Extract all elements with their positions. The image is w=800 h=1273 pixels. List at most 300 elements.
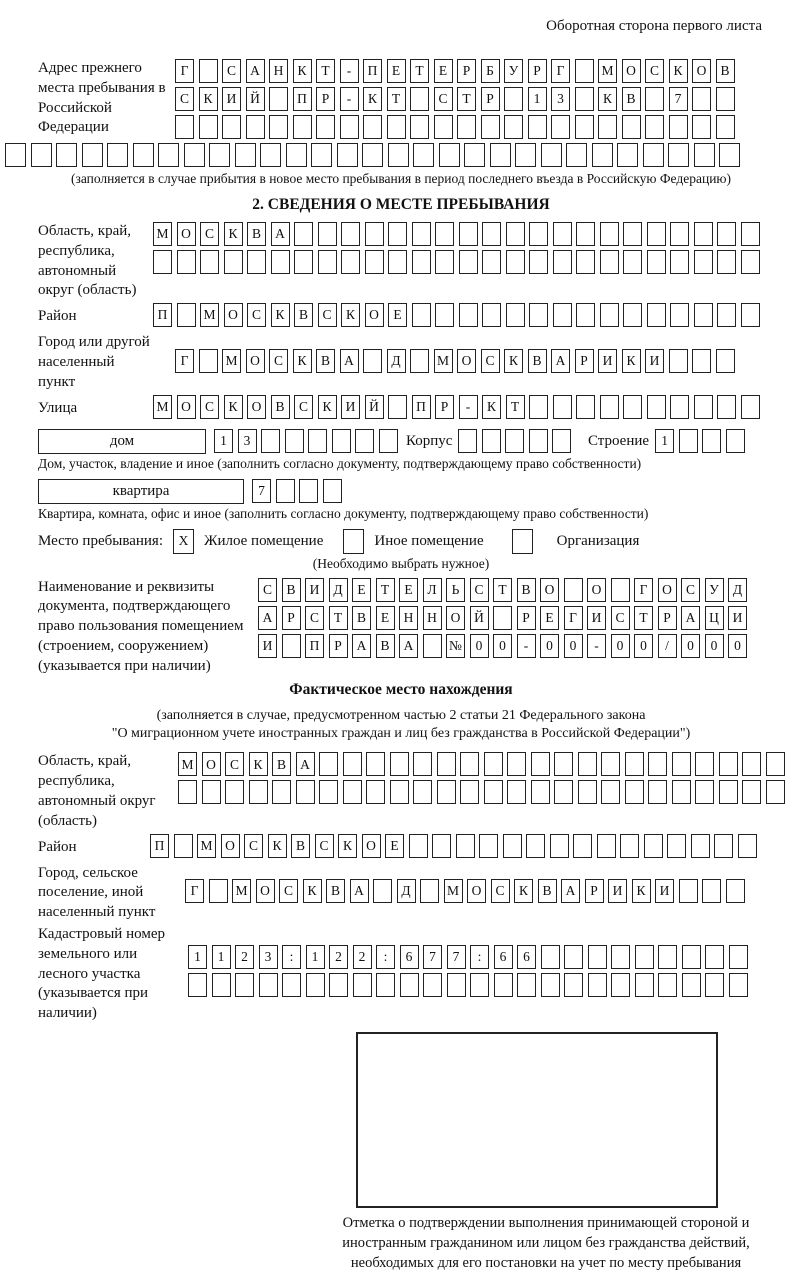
- char-cell[interactable]: [296, 780, 315, 804]
- char-cell[interactable]: [668, 143, 689, 167]
- char-cell[interactable]: М: [222, 349, 241, 373]
- char-cell[interactable]: [388, 222, 407, 246]
- char-cell[interactable]: [702, 879, 721, 903]
- char-cell[interactable]: [224, 250, 243, 274]
- char-cell[interactable]: [529, 429, 548, 453]
- char-cell[interactable]: [199, 349, 218, 373]
- char-cell[interactable]: П: [293, 87, 312, 111]
- char-cell[interactable]: С: [200, 395, 219, 419]
- char-cell[interactable]: [695, 752, 714, 776]
- city-row[interactable]: [175, 349, 739, 373]
- char-cell[interactable]: [366, 752, 385, 776]
- char-cell[interactable]: [447, 973, 466, 997]
- char-cell[interactable]: С: [200, 222, 219, 246]
- char-cell[interactable]: 1: [655, 429, 674, 453]
- char-cell[interactable]: С: [269, 349, 288, 373]
- char-cell[interactable]: [647, 250, 666, 274]
- char-cell[interactable]: 1: [188, 945, 207, 969]
- char-cell[interactable]: К: [504, 349, 523, 373]
- char-cell[interactable]: О: [224, 303, 243, 327]
- char-cell[interactable]: А: [551, 349, 570, 373]
- char-cell[interactable]: В: [716, 59, 735, 83]
- char-cell[interactable]: М: [153, 395, 172, 419]
- char-cell[interactable]: [741, 222, 760, 246]
- char-cell[interactable]: [705, 973, 724, 997]
- char-cell[interactable]: [741, 395, 760, 419]
- char-cell[interactable]: [340, 115, 359, 139]
- char-cell[interactable]: 1: [528, 87, 547, 111]
- char-cell[interactable]: [481, 115, 500, 139]
- char-cell[interactable]: [741, 250, 760, 274]
- char-cell[interactable]: [623, 250, 642, 274]
- char-cell[interactable]: В: [272, 752, 291, 776]
- char-cell[interactable]: [235, 973, 254, 997]
- char-cell[interactable]: [692, 115, 711, 139]
- char-cell[interactable]: П: [305, 634, 324, 658]
- char-cell[interactable]: С: [434, 87, 453, 111]
- char-cell[interactable]: [679, 879, 698, 903]
- char-cell[interactable]: [623, 222, 642, 246]
- char-cell[interactable]: К: [199, 87, 218, 111]
- char-cell[interactable]: М: [598, 59, 617, 83]
- char-cell[interactable]: [174, 834, 193, 858]
- char-cell[interactable]: [153, 250, 172, 274]
- char-cell[interactable]: Р: [435, 395, 454, 419]
- char-cell[interactable]: [667, 834, 686, 858]
- organization-checkbox[interactable]: [512, 529, 533, 554]
- char-cell[interactable]: [623, 303, 642, 327]
- char-cell[interactable]: [600, 250, 619, 274]
- char-cell[interactable]: [645, 115, 664, 139]
- char-cell[interactable]: [503, 834, 522, 858]
- char-cell[interactable]: [410, 87, 429, 111]
- char-cell[interactable]: И: [728, 606, 747, 630]
- char-cell[interactable]: [691, 834, 710, 858]
- char-cell[interactable]: К: [341, 303, 360, 327]
- char-cell[interactable]: [576, 222, 595, 246]
- char-cell[interactable]: И: [655, 879, 674, 903]
- char-cell[interactable]: О: [202, 752, 221, 776]
- char-cell[interactable]: Е: [540, 606, 559, 630]
- char-cell[interactable]: [635, 945, 654, 969]
- char-cell[interactable]: К: [514, 879, 533, 903]
- char-cell[interactable]: [717, 222, 736, 246]
- char-cell[interactable]: [694, 303, 713, 327]
- char-cell[interactable]: Е: [376, 606, 395, 630]
- char-cell[interactable]: [601, 752, 620, 776]
- prev-address-row-3[interactable]: [175, 115, 739, 139]
- char-cell[interactable]: [329, 973, 348, 997]
- char-cell[interactable]: [482, 303, 501, 327]
- char-cell[interactable]: [337, 143, 358, 167]
- char-cell[interactable]: [409, 834, 428, 858]
- char-cell[interactable]: Н: [269, 59, 288, 83]
- char-cell[interactable]: Т: [387, 87, 406, 111]
- char-cell[interactable]: 3: [238, 429, 257, 453]
- char-cell[interactable]: [355, 429, 374, 453]
- char-cell[interactable]: 1: [306, 945, 325, 969]
- char-cell[interactable]: К: [224, 395, 243, 419]
- residential-checkbox[interactable]: X: [173, 529, 194, 554]
- char-cell[interactable]: [719, 752, 738, 776]
- char-cell[interactable]: [484, 752, 503, 776]
- char-cell[interactable]: О: [658, 578, 677, 602]
- char-cell[interactable]: С: [315, 834, 334, 858]
- char-cell[interactable]: [247, 250, 266, 274]
- char-cell[interactable]: Н: [399, 606, 418, 630]
- char-cell[interactable]: :: [282, 945, 301, 969]
- char-cell[interactable]: [600, 303, 619, 327]
- char-cell[interactable]: [158, 143, 179, 167]
- char-cell[interactable]: [553, 395, 572, 419]
- char-cell[interactable]: [413, 780, 432, 804]
- char-cell[interactable]: 0: [470, 634, 489, 658]
- char-cell[interactable]: [188, 973, 207, 997]
- char-cell[interactable]: [379, 429, 398, 453]
- char-cell[interactable]: К: [303, 879, 322, 903]
- char-cell[interactable]: П: [153, 303, 172, 327]
- char-cell[interactable]: [308, 429, 327, 453]
- char-cell[interactable]: [388, 250, 407, 274]
- char-cell[interactable]: [617, 143, 638, 167]
- char-cell[interactable]: [316, 115, 335, 139]
- char-cell[interactable]: [484, 780, 503, 804]
- char-cell[interactable]: /: [658, 634, 677, 658]
- char-cell[interactable]: [373, 879, 392, 903]
- char-cell[interactable]: С: [305, 606, 324, 630]
- char-cell[interactable]: [507, 780, 526, 804]
- char-cell[interactable]: [412, 222, 431, 246]
- char-cell[interactable]: А: [246, 59, 265, 83]
- char-cell[interactable]: [647, 303, 666, 327]
- char-cell[interactable]: [647, 222, 666, 246]
- char-cell[interactable]: [729, 973, 748, 997]
- char-cell[interactable]: [742, 752, 761, 776]
- char-cell[interactable]: [249, 780, 268, 804]
- char-cell[interactable]: [413, 143, 434, 167]
- char-cell[interactable]: [435, 222, 454, 246]
- char-cell[interactable]: [670, 303, 689, 327]
- char-cell[interactable]: [658, 973, 677, 997]
- char-cell[interactable]: П: [412, 395, 431, 419]
- char-cell[interactable]: Т: [506, 395, 525, 419]
- korpus-cells[interactable]: [458, 429, 576, 453]
- char-cell[interactable]: И: [222, 87, 241, 111]
- char-cell[interactable]: Й: [365, 395, 384, 419]
- char-cell[interactable]: Е: [388, 303, 407, 327]
- char-cell[interactable]: [588, 945, 607, 969]
- char-cell[interactable]: [390, 780, 409, 804]
- char-cell[interactable]: [246, 115, 265, 139]
- char-cell[interactable]: К: [482, 395, 501, 419]
- char-cell[interactable]: [670, 250, 689, 274]
- char-cell[interactable]: [529, 303, 548, 327]
- char-cell[interactable]: П: [150, 834, 169, 858]
- char-cell[interactable]: [319, 780, 338, 804]
- char-cell[interactable]: О: [587, 578, 606, 602]
- char-cell[interactable]: М: [232, 879, 251, 903]
- char-cell[interactable]: [458, 429, 477, 453]
- char-cell[interactable]: Н: [423, 606, 442, 630]
- char-cell[interactable]: [299, 479, 318, 503]
- char-cell[interactable]: В: [622, 87, 641, 111]
- char-cell[interactable]: [507, 752, 526, 776]
- char-cell[interactable]: [200, 250, 219, 274]
- char-cell[interactable]: Р: [316, 87, 335, 111]
- char-cell[interactable]: [564, 945, 583, 969]
- char-cell[interactable]: М: [444, 879, 463, 903]
- char-cell[interactable]: 7: [423, 945, 442, 969]
- char-cell[interactable]: [460, 752, 479, 776]
- char-cell[interactable]: [717, 395, 736, 419]
- char-cell[interactable]: В: [326, 879, 345, 903]
- char-cell[interactable]: [423, 634, 442, 658]
- char-cell[interactable]: [644, 834, 663, 858]
- char-cell[interactable]: [669, 349, 688, 373]
- char-cell[interactable]: С: [279, 879, 298, 903]
- char-cell[interactable]: [694, 143, 715, 167]
- char-cell[interactable]: [282, 973, 301, 997]
- char-cell[interactable]: [625, 780, 644, 804]
- char-cell[interactable]: С: [681, 578, 700, 602]
- char-cell[interactable]: И: [587, 606, 606, 630]
- char-cell[interactable]: [692, 87, 711, 111]
- char-cell[interactable]: [31, 143, 52, 167]
- char-cell[interactable]: К: [632, 879, 651, 903]
- char-cell[interactable]: [541, 143, 562, 167]
- char-cell[interactable]: 0: [564, 634, 583, 658]
- char-cell[interactable]: [506, 303, 525, 327]
- char-cell[interactable]: В: [528, 349, 547, 373]
- char-cell[interactable]: [235, 143, 256, 167]
- char-cell[interactable]: Т: [634, 606, 653, 630]
- char-cell[interactable]: [133, 143, 154, 167]
- street-row[interactable]: [153, 395, 764, 419]
- char-cell[interactable]: С: [222, 59, 241, 83]
- char-cell[interactable]: [177, 250, 196, 274]
- char-cell[interactable]: [459, 222, 478, 246]
- char-cell[interactable]: [670, 222, 689, 246]
- char-cell[interactable]: К: [318, 395, 337, 419]
- char-cell[interactable]: [705, 945, 724, 969]
- char-cell[interactable]: [611, 578, 630, 602]
- document-row-2[interactable]: [258, 606, 752, 630]
- char-cell[interactable]: И: [305, 578, 324, 602]
- district-row[interactable]: [153, 303, 764, 327]
- char-cell[interactable]: [311, 143, 332, 167]
- char-cell[interactable]: Р: [575, 349, 594, 373]
- char-cell[interactable]: Р: [481, 87, 500, 111]
- char-cell[interactable]: 6: [494, 945, 513, 969]
- house-type-box[interactable]: дом: [38, 429, 206, 454]
- char-cell[interactable]: К: [622, 349, 641, 373]
- char-cell[interactable]: С: [175, 87, 194, 111]
- char-cell[interactable]: [566, 143, 587, 167]
- char-cell[interactable]: [479, 834, 498, 858]
- char-cell[interactable]: 6: [517, 945, 536, 969]
- char-cell[interactable]: [622, 115, 641, 139]
- cadastral-row-1[interactable]: [188, 945, 752, 969]
- char-cell[interactable]: [592, 143, 613, 167]
- char-cell[interactable]: [620, 834, 639, 858]
- region-row-2[interactable]: [153, 250, 764, 274]
- char-cell[interactable]: [199, 115, 218, 139]
- char-cell[interactable]: [269, 115, 288, 139]
- char-cell[interactable]: [261, 429, 280, 453]
- char-cell[interactable]: 2: [329, 945, 348, 969]
- char-cell[interactable]: -: [459, 395, 478, 419]
- char-cell[interactable]: О: [256, 879, 275, 903]
- char-cell[interactable]: [588, 973, 607, 997]
- char-cell[interactable]: №: [446, 634, 465, 658]
- fact-city-row[interactable]: [185, 879, 749, 903]
- char-cell[interactable]: [365, 250, 384, 274]
- char-cell[interactable]: [611, 945, 630, 969]
- char-cell[interactable]: 3: [259, 945, 278, 969]
- document-row-1[interactable]: [258, 578, 752, 602]
- char-cell[interactable]: [504, 115, 523, 139]
- char-cell[interactable]: Е: [352, 578, 371, 602]
- char-cell[interactable]: [412, 250, 431, 274]
- char-cell[interactable]: В: [271, 395, 290, 419]
- char-cell[interactable]: Б: [481, 59, 500, 83]
- char-cell[interactable]: Т: [410, 59, 429, 83]
- char-cell[interactable]: [553, 250, 572, 274]
- char-cell[interactable]: [601, 780, 620, 804]
- char-cell[interactable]: [294, 222, 313, 246]
- char-cell[interactable]: [318, 222, 337, 246]
- char-cell[interactable]: [286, 143, 307, 167]
- char-cell[interactable]: [269, 87, 288, 111]
- char-cell[interactable]: Е: [399, 578, 418, 602]
- char-cell[interactable]: [729, 945, 748, 969]
- prev-address-row-2[interactable]: [175, 87, 739, 111]
- char-cell[interactable]: [464, 143, 485, 167]
- char-cell[interactable]: [435, 303, 454, 327]
- char-cell[interactable]: К: [268, 834, 287, 858]
- char-cell[interactable]: [222, 115, 241, 139]
- char-cell[interactable]: [643, 143, 664, 167]
- char-cell[interactable]: Д: [329, 578, 348, 602]
- char-cell[interactable]: [470, 973, 489, 997]
- char-cell[interactable]: С: [225, 752, 244, 776]
- char-cell[interactable]: [575, 115, 594, 139]
- char-cell[interactable]: С: [247, 303, 266, 327]
- char-cell[interactable]: У: [705, 578, 724, 602]
- char-cell[interactable]: [363, 115, 382, 139]
- char-cell[interactable]: [363, 349, 382, 373]
- char-cell[interactable]: А: [271, 222, 290, 246]
- char-cell[interactable]: И: [608, 879, 627, 903]
- char-cell[interactable]: [282, 634, 301, 658]
- char-cell[interactable]: [515, 143, 536, 167]
- char-cell[interactable]: [717, 250, 736, 274]
- char-cell[interactable]: А: [258, 606, 277, 630]
- char-cell[interactable]: [209, 879, 228, 903]
- char-cell[interactable]: [694, 250, 713, 274]
- char-cell[interactable]: [726, 879, 745, 903]
- char-cell[interactable]: [353, 973, 372, 997]
- char-cell[interactable]: -: [340, 87, 359, 111]
- char-cell[interactable]: П: [363, 59, 382, 83]
- char-cell[interactable]: [388, 143, 409, 167]
- char-cell[interactable]: [493, 606, 512, 630]
- char-cell[interactable]: 0: [681, 634, 700, 658]
- char-cell[interactable]: К: [293, 349, 312, 373]
- char-cell[interactable]: [184, 143, 205, 167]
- char-cell[interactable]: В: [247, 222, 266, 246]
- char-cell[interactable]: В: [294, 303, 313, 327]
- char-cell[interactable]: К: [363, 87, 382, 111]
- char-cell[interactable]: [531, 752, 550, 776]
- char-cell[interactable]: Т: [376, 578, 395, 602]
- char-cell[interactable]: М: [178, 752, 197, 776]
- char-cell[interactable]: [390, 752, 409, 776]
- char-cell[interactable]: [199, 59, 218, 83]
- char-cell[interactable]: А: [399, 634, 418, 658]
- char-cell[interactable]: [552, 429, 571, 453]
- char-cell[interactable]: [611, 973, 630, 997]
- char-cell[interactable]: А: [352, 634, 371, 658]
- char-cell[interactable]: К: [598, 87, 617, 111]
- char-cell[interactable]: [272, 780, 291, 804]
- fact-region-row-2[interactable]: [178, 780, 789, 804]
- char-cell[interactable]: 3: [551, 87, 570, 111]
- char-cell[interactable]: В: [376, 634, 395, 658]
- char-cell[interactable]: [432, 834, 451, 858]
- char-cell[interactable]: [741, 303, 760, 327]
- char-cell[interactable]: [541, 945, 560, 969]
- char-cell[interactable]: [517, 973, 536, 997]
- char-cell[interactable]: [505, 429, 524, 453]
- char-cell[interactable]: [694, 395, 713, 419]
- char-cell[interactable]: [365, 222, 384, 246]
- char-cell[interactable]: С: [645, 59, 664, 83]
- char-cell[interactable]: 7: [669, 87, 688, 111]
- char-cell[interactable]: С: [294, 395, 313, 419]
- char-cell[interactable]: С: [258, 578, 277, 602]
- char-cell[interactable]: [412, 303, 431, 327]
- char-cell[interactable]: [457, 115, 476, 139]
- char-cell[interactable]: [388, 395, 407, 419]
- char-cell[interactable]: Й: [470, 606, 489, 630]
- char-cell[interactable]: [658, 945, 677, 969]
- char-cell[interactable]: О: [622, 59, 641, 83]
- char-cell[interactable]: [623, 395, 642, 419]
- char-cell[interactable]: А: [561, 879, 580, 903]
- char-cell[interactable]: [564, 578, 583, 602]
- char-cell[interactable]: О: [467, 879, 486, 903]
- char-cell[interactable]: [225, 780, 244, 804]
- char-cell[interactable]: [551, 115, 570, 139]
- char-cell[interactable]: 0: [728, 634, 747, 658]
- char-cell[interactable]: С: [244, 834, 263, 858]
- char-cell[interactable]: [420, 879, 439, 903]
- char-cell[interactable]: [306, 973, 325, 997]
- char-cell[interactable]: [410, 349, 429, 373]
- char-cell[interactable]: [271, 250, 290, 274]
- char-cell[interactable]: 0: [540, 634, 559, 658]
- char-cell[interactable]: [56, 143, 77, 167]
- char-cell[interactable]: [648, 752, 667, 776]
- char-cell[interactable]: [366, 780, 385, 804]
- char-cell[interactable]: В: [282, 578, 301, 602]
- char-cell[interactable]: [341, 250, 360, 274]
- char-cell[interactable]: [410, 115, 429, 139]
- char-cell[interactable]: [506, 222, 525, 246]
- char-cell[interactable]: В: [538, 879, 557, 903]
- char-cell[interactable]: А: [296, 752, 315, 776]
